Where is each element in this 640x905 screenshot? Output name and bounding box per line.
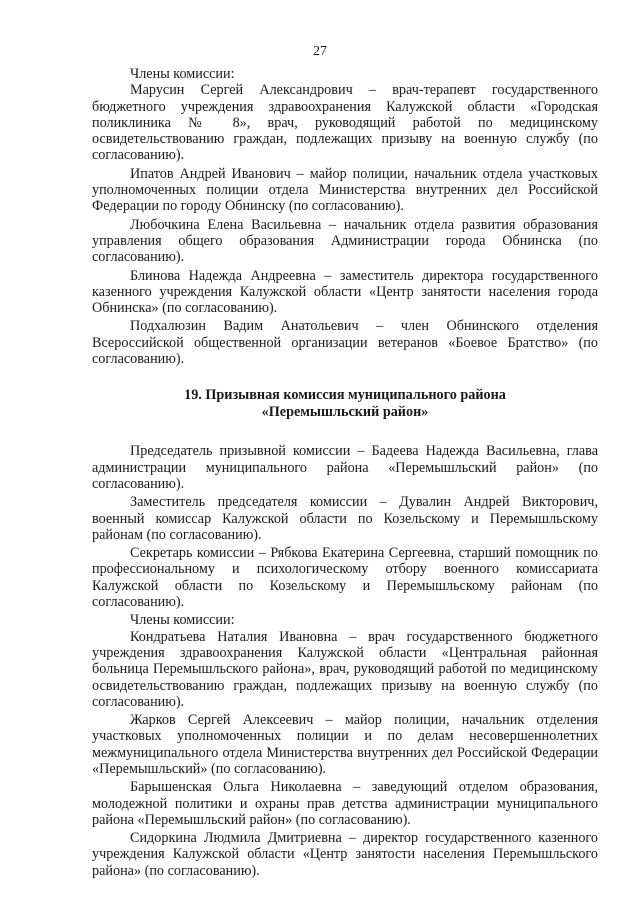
member-paragraph: Блинова Надежда Андреевна – заместитель директора государственного казенного учреждения Калужской области «Центр занятости населения города Обнинска» (по согласованию). bbox=[92, 267, 598, 317]
section-heading bbox=[92, 387, 598, 421]
document-body bbox=[92, 66, 598, 881]
member-paragraph: Ипатов Андрей Иванович – майор полиции, начальник отдела участковых уполномоченных полиции отдела Министерства внутренних дел Российской Федерации по городу Обнинску (по согласованию). bbox=[92, 165, 598, 215]
member-paragraph: Марусин Сергей Александрович – врач-терапевт государственного бюджетного учреждения здравоохранения Калужской области «Городская поликлиника № 8», врач, руководящий работой по медицинскому освидетельствованию граждан, подлежащих призыву на военную службу (по согласованию). bbox=[92, 82, 598, 164]
deputy-paragraph: Заместитель председателя комиссии – Дувалин Андрей Викторович, военный комиссар Калужской области по Козельскому и Перемышльскому районам (по согласованию). bbox=[92, 494, 598, 543]
member-paragraph: Жарков Сергей Алексеевич – майор полиции, начальник отделения участковых уполномоченных полиции и по делам несовершеннолетних межмуниципального отдела Министерства внутренних дел Российской Федерации «Перемышльский» (по согласованию). bbox=[92, 712, 598, 777]
member-paragraph: Кондратьева Наталия Ивановна – врач государственного бюджетного учреждения здравоохранения Калужской области «Центральная районная больница Перемышльского района», врач, руководящий работой по медицинскому освидетельствованию граждан, подлежащих призыву на военную службу (по согласованию). bbox=[92, 628, 598, 710]
members-label: Члены комиссии: bbox=[130, 66, 235, 82]
member-paragraph: Барышенская Ольга Николаевна – заведующий отделом образования, молодежной политики и охраны прав детства администрации муниципального района «Перемышльский район» (по согласованию). bbox=[92, 779, 598, 828]
member-paragraph: Сидоркина Людмила Дмитриевна – директор государственного казенного учреждения Калужской области «Центр занятости населения Перемышльского района» (по согласованию). bbox=[92, 830, 598, 879]
member-paragraph: Подхалюзин Вадим Анатольевич – член Обнинского отделения Всероссийской общественной организации ветеранов «Боевое Братство» (по согласованию). bbox=[92, 318, 598, 368]
page-number: 27 bbox=[313, 44, 327, 59]
chairman-paragraph: Председатель призывной комиссии – Бадеева Надежда Васильевна, глава администрации муниципального района «Перемышльский район» (по согласованию). bbox=[92, 443, 598, 492]
section-heading-line: 19. Призывная комиссия муниципального района bbox=[184, 387, 506, 404]
secretary-paragraph: Секретарь комиссии – Рябкова Екатерина Сергеевна, старший помощник по профессиональному и психологическому отбору военного комиссариата Калужской области по Козельскому и Перемышльскому районам (по согласованию). bbox=[92, 545, 598, 611]
members-label: Члены комиссии: bbox=[130, 612, 235, 629]
member-paragraph: Любочкина Елена Васильевна – начальник отдела развития образования управления общего образования Администрации города Обнинска (по согласованию). bbox=[92, 216, 598, 266]
section-heading-line: «Перемышльский район» bbox=[261, 404, 429, 421]
